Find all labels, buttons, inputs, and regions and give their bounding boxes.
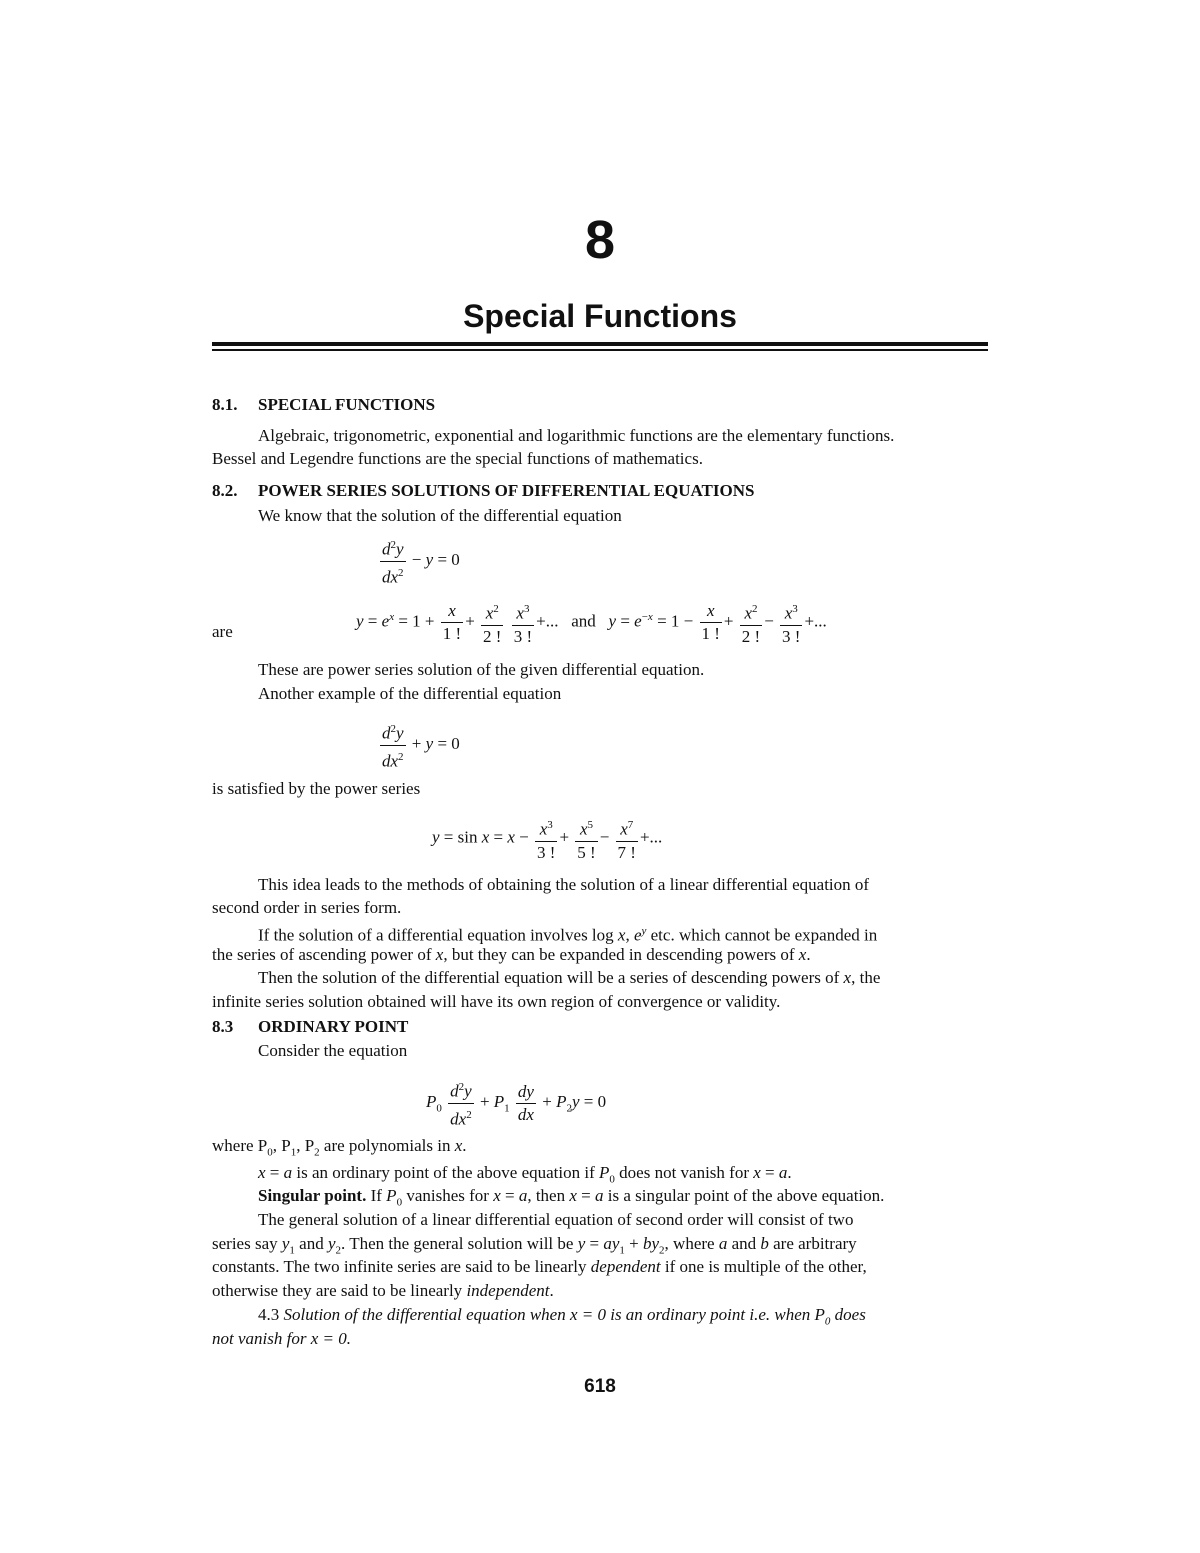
paragraph-elementary-line2: Bessel and Legendre functions are the special functions of mathematics. (212, 449, 703, 468)
paragraph-general-line4: otherwise they are said to be linearly independent. (212, 1281, 554, 1300)
equation-exponential-series: $y = e^x = 1$ + $\frac{x}{1 !}$ + $\frac{x^2}{2 !}$ $\frac{x^3}{3 !}$ +... and $y = e^{-x} = 1$ − $\frac{x}{1 !}$ + $\frac{x^2}{2 !}$ − $\frac{x^3}{3 !}$ +... (356, 598, 827, 648)
section-8-2-title: POWER SERIES SOLUTIONS OF DIFFERENTIAL EQUATIONS (258, 481, 755, 500)
paragraph-ordinary-point: x = a is an ordinary point of the above equation if $P_0$ does not vanish for x = a. (258, 1163, 792, 1186)
paragraph-general-line1: The general solution of a linear differential equation of second order will consist of two (258, 1210, 854, 1229)
paragraph-if-line1: If the solution of a differential equation involves log x, $e^y$ etc. which cannot be expanded in (258, 925, 878, 945)
section-8-2-number: 8.2. (212, 481, 238, 500)
section-8-3-number: 8.3 (212, 1017, 234, 1036)
paragraph-general-line3: constants. The two infinite series are said to be linearly dependent if one is multiple of the other, (212, 1257, 867, 1276)
section-8-1-title: SPECIAL FUNCTIONS (258, 395, 436, 414)
paragraph-general-line2: series say $y_1$ and $y_2$. Then the general solution will be $y = ay_1 + by_2$, where a and b are arbitrary (212, 1234, 857, 1257)
chapter-title: Special Functions (463, 298, 737, 334)
paragraph-idea-line2: second order in series form. (212, 898, 402, 917)
chapter-number: 8 (584, 210, 616, 270)
title-rule-thin (212, 349, 988, 351)
paragraph-power-series: These are power series solution of the given differential equation. (258, 660, 705, 679)
equation-d2y-minus-y: $\frac{d^2y}{dx^2}$ − y = 0 (378, 534, 460, 588)
paragraph-idea-line1: This idea leads to the methods of obtaining the solution of a linear differential equation of (258, 875, 870, 894)
paragraph-solution-line1: 4.3 Solution of the differential equation when x = 0 is an ordinary point i.e. when $P_0$ does (258, 1305, 866, 1328)
paragraph-elementary-line1: Algebraic, trigonometric, exponential and logarithmic functions are the elementary functions. (258, 426, 895, 445)
paragraph-singular-point: Singular point. If $P_0$ vanishes for x = a, then x = a is a singular point of the above equation. (258, 1186, 885, 1209)
paragraph-another-example: Another example of the differential equation (258, 684, 562, 703)
paragraph-consider: Consider the equation (258, 1041, 408, 1060)
paragraph-then-line2: infinite series solution obtained will have its own region of convergence or validity. (212, 992, 781, 1011)
paragraph-intro: We know that the solution of the differential equation (258, 506, 622, 525)
equation-ordinary-point: $P_0$ $\frac{d^2y}{dx^2}$ + $P_1$ $\frac{dy}{dx}$ + $P_2y = 0$ (426, 1076, 606, 1130)
page-number: 618 (584, 1376, 616, 1397)
label-are: are (212, 622, 233, 641)
paragraph-if-line2: the series of ascending power of x, but they can be expanded in descending powers of x. (212, 945, 811, 964)
paragraph-satisfied: is satisfied by the power series (212, 779, 421, 798)
title-rule-thick (212, 342, 988, 346)
equation-d2y-plus-y: $\frac{d^2y}{dx^2}$ + y = 0 (378, 718, 460, 772)
section-8-1-number: 8.1. (212, 395, 238, 414)
paragraph-where: where $P_0$, $P_1$, $P_2$ are polynomials in x. (212, 1136, 467, 1159)
paragraph-solution-line2: not vanish for x = 0. (212, 1329, 351, 1348)
section-8-3-title: ORDINARY POINT (258, 1017, 409, 1036)
equation-sine-series: y = sin x = x − $\frac{x^3}{3 !}$ + $\frac{x^5}{5 !}$ − $\frac{x^7}{7 !}$ +... (432, 814, 662, 864)
label-and: and (571, 611, 596, 631)
paragraph-then-line1: Then the solution of the differential equation will be a series of descending powers of x, the (258, 968, 881, 987)
